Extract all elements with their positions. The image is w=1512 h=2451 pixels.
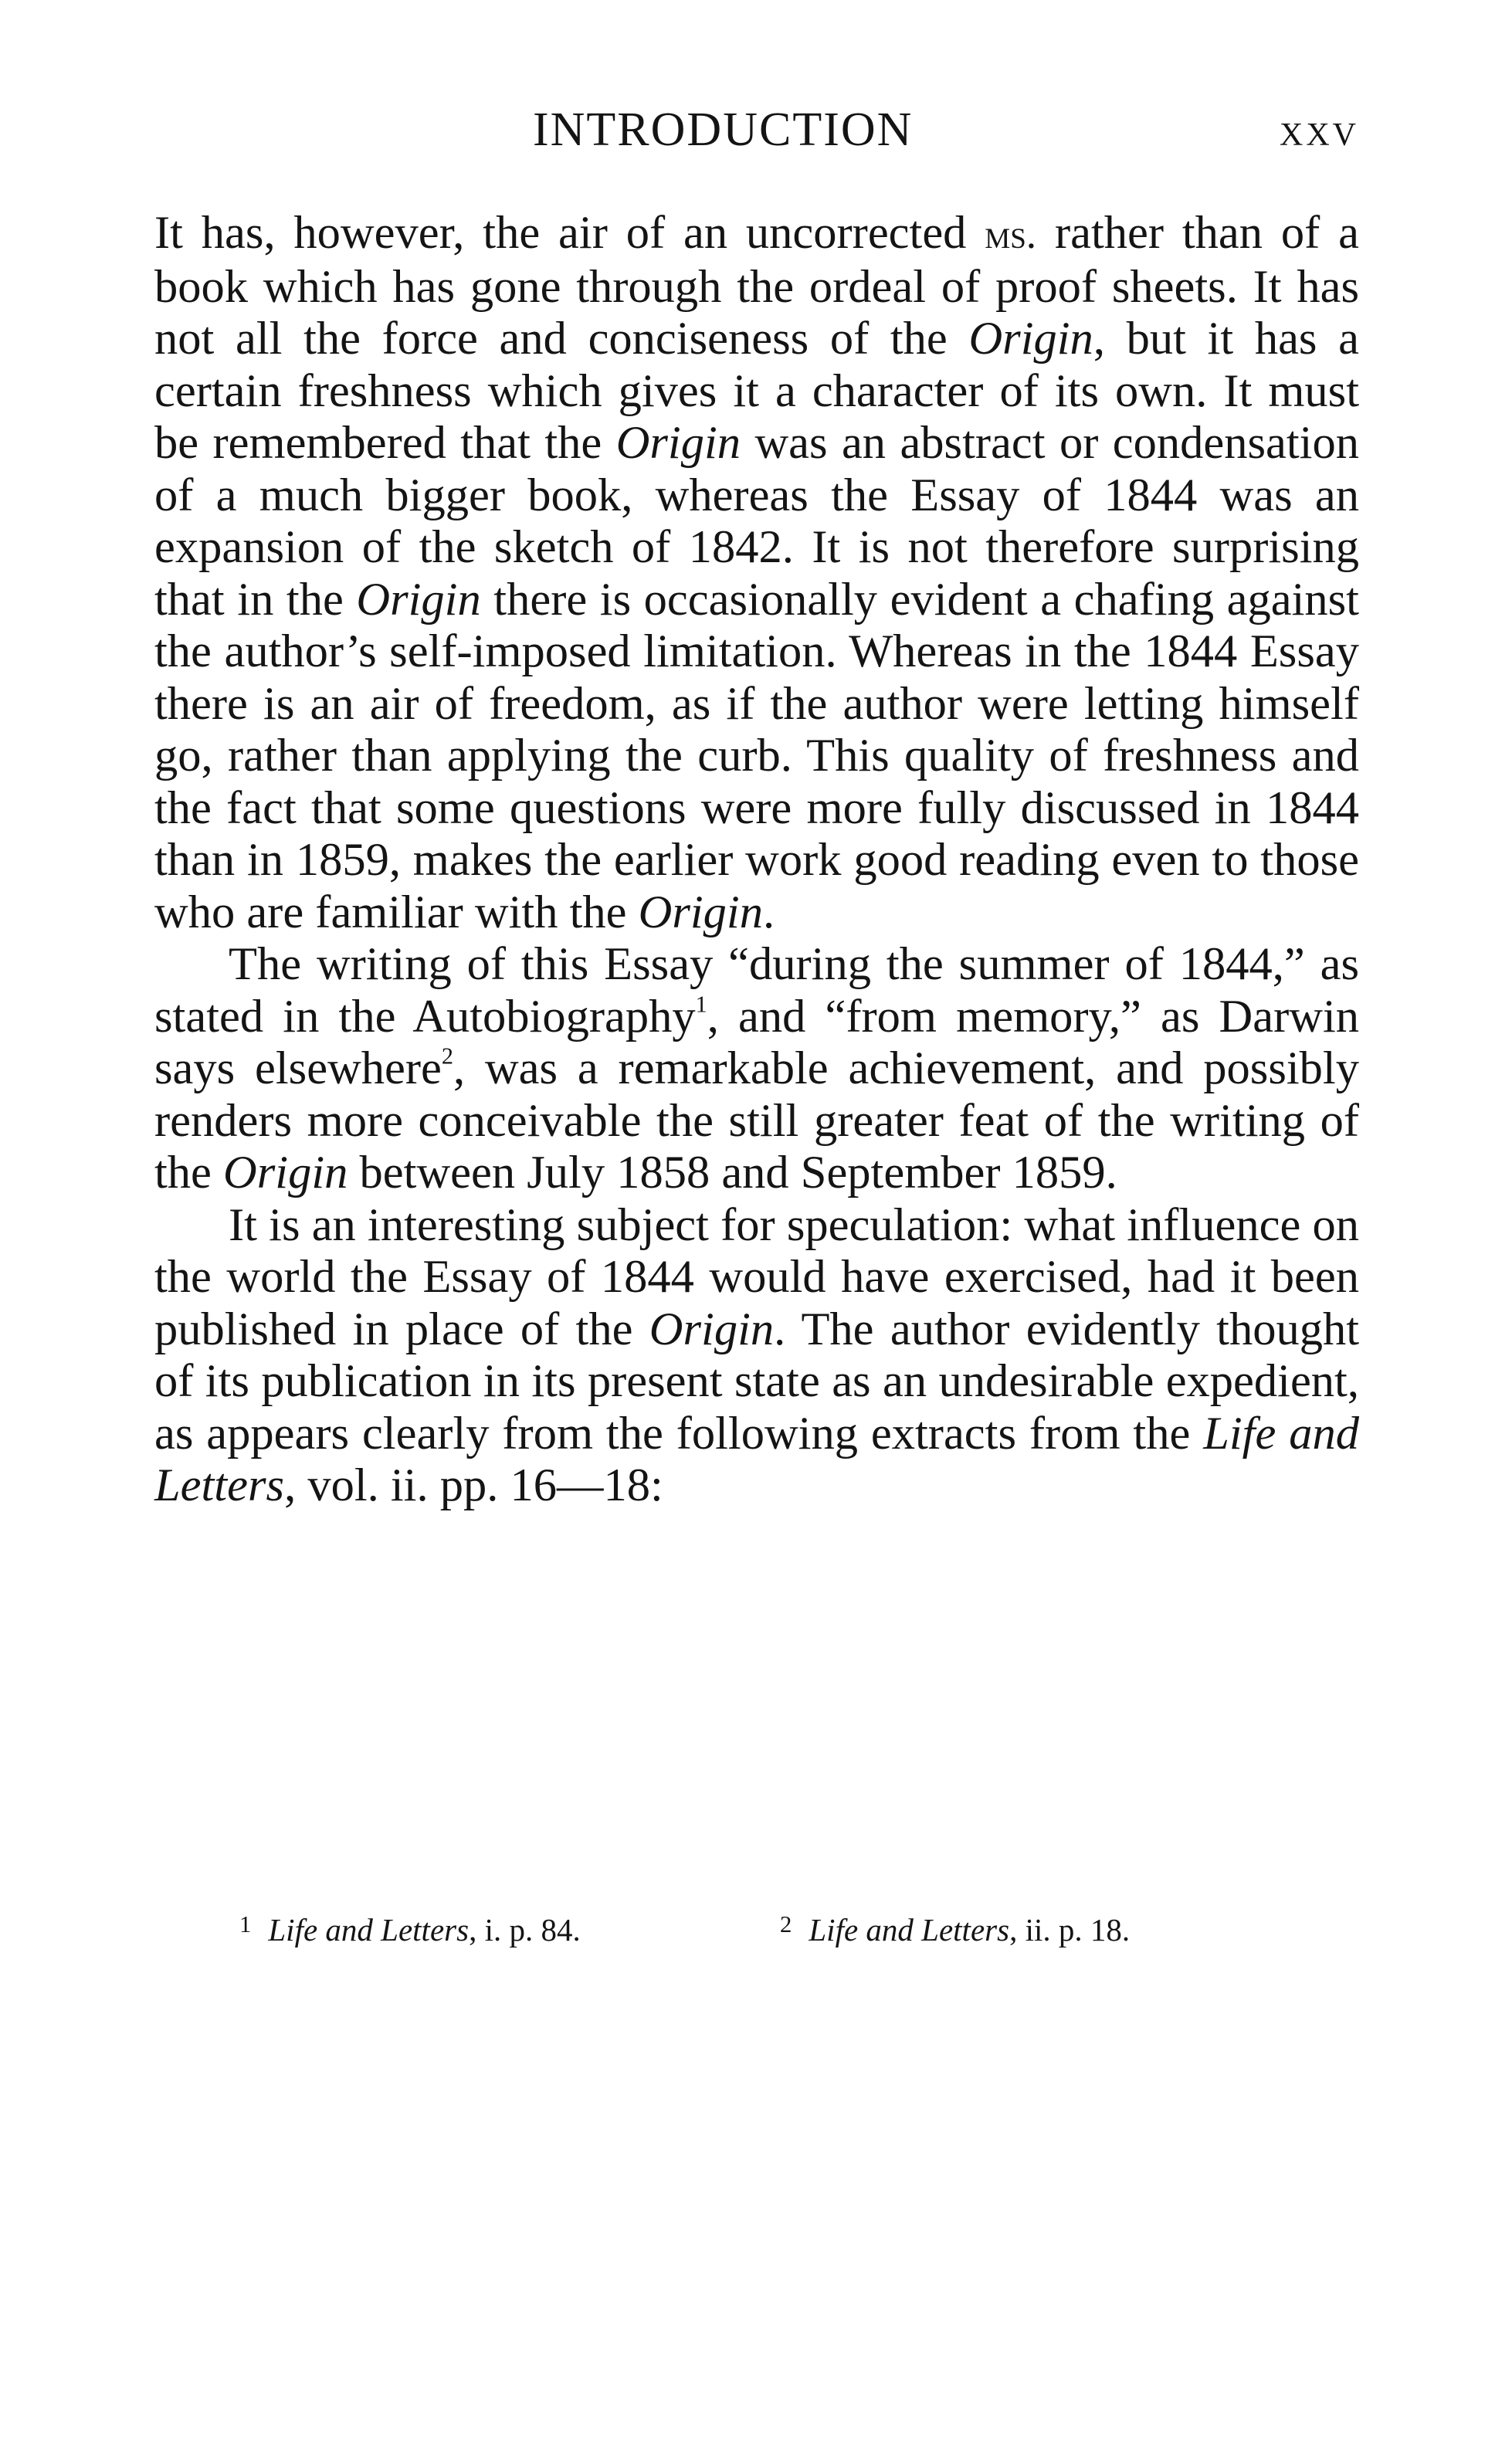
text-run: was an abstract or condensation of a much bigger book, whereas the Essay of 1844 was an expansion of the sketch of 1842. It is not therefore surprising that in the (154, 417, 1359, 625)
paragraph-3 (154, 1199, 1359, 1512)
text-run: The writing of this Essay “during the summer of 1844,” as stated in the Autobiography (154, 938, 1359, 1042)
text-run: . The author evidently thought of its publication in its present state as an undesirable expedient, as appears clearly from the following extracts from the (154, 1303, 1360, 1459)
book-title-life-and-letters: Life and Letters (154, 1407, 1359, 1511)
text-run: , was a remarkable achievement, and possibly renders more conceivable the still greater feat of the writing of the (154, 1042, 1359, 1198)
book-title-origin: Origin (223, 1147, 348, 1198)
text-run: between July 1858 and September 1859. (347, 1147, 1117, 1198)
text-run: there is occasionally evident a chafing against the author’s self-imposed limitation. Whereas in the 1844 Essay there is an air of freedom, as if the author were letting himself go, rather than applying the curb. This quality of freshness and the fact that some questions were more fully discussed in 1844 than in 1859, makes the earlier work good reading even to those who are familiar with the (154, 573, 1359, 938)
text-run: , but it has a certain freshness which gives it a character of its own. It must be remembered that the (154, 313, 1359, 469)
text-run: It is an interesting subject for speculation: what influence on the world the Essay of 1844 would have exercised, had it been published in place of the (154, 1198, 1359, 1355)
footnote-ref-1: 1 (695, 990, 707, 1017)
text-run: , and “from memory,” as Darwin says elsewhere (154, 990, 1359, 1094)
footnote-ref-2: 2 (441, 1042, 453, 1070)
running-head (154, 99, 1359, 161)
footnote-title: Life and Letters (809, 1911, 1010, 1948)
footnotes (239, 1901, 1359, 1948)
footnote-mark: 2 (780, 1911, 792, 1937)
text-run: rather than of a book which has gone through the ordeal of proof sheets. It has not all the force and conciseness of the (154, 207, 1359, 364)
paragraph-2 (154, 938, 1359, 1199)
footnote-2 (780, 1901, 1130, 1953)
footnote-1 (239, 1901, 581, 1953)
book-title-origin: Origin (649, 1303, 775, 1355)
text-run: It has, however, the air of an uncorrected (154, 207, 985, 259)
book-title-origin: Origin (356, 573, 481, 625)
body-text (154, 207, 1359, 1512)
book-title-origin: Origin (615, 417, 741, 469)
book-title-origin: Origin (968, 313, 1093, 364)
footnote-ref: , i. p. 84. (469, 1911, 581, 1948)
paragraph-1 (154, 207, 1359, 938)
ms-abbreviation: ms. (985, 212, 1037, 257)
book-title-origin: Origin (638, 886, 763, 938)
page-number: xxv (1280, 104, 1359, 155)
footnote-mark: 1 (239, 1911, 252, 1937)
footnote-title: Life and Letters (268, 1911, 470, 1948)
running-title: INTRODUCTION (533, 103, 914, 156)
footnote-ref: , ii. p. 18. (1009, 1911, 1131, 1948)
text-run: . (762, 886, 775, 938)
text-run: , vol. ii. pp. 16—18: (284, 1459, 663, 1511)
